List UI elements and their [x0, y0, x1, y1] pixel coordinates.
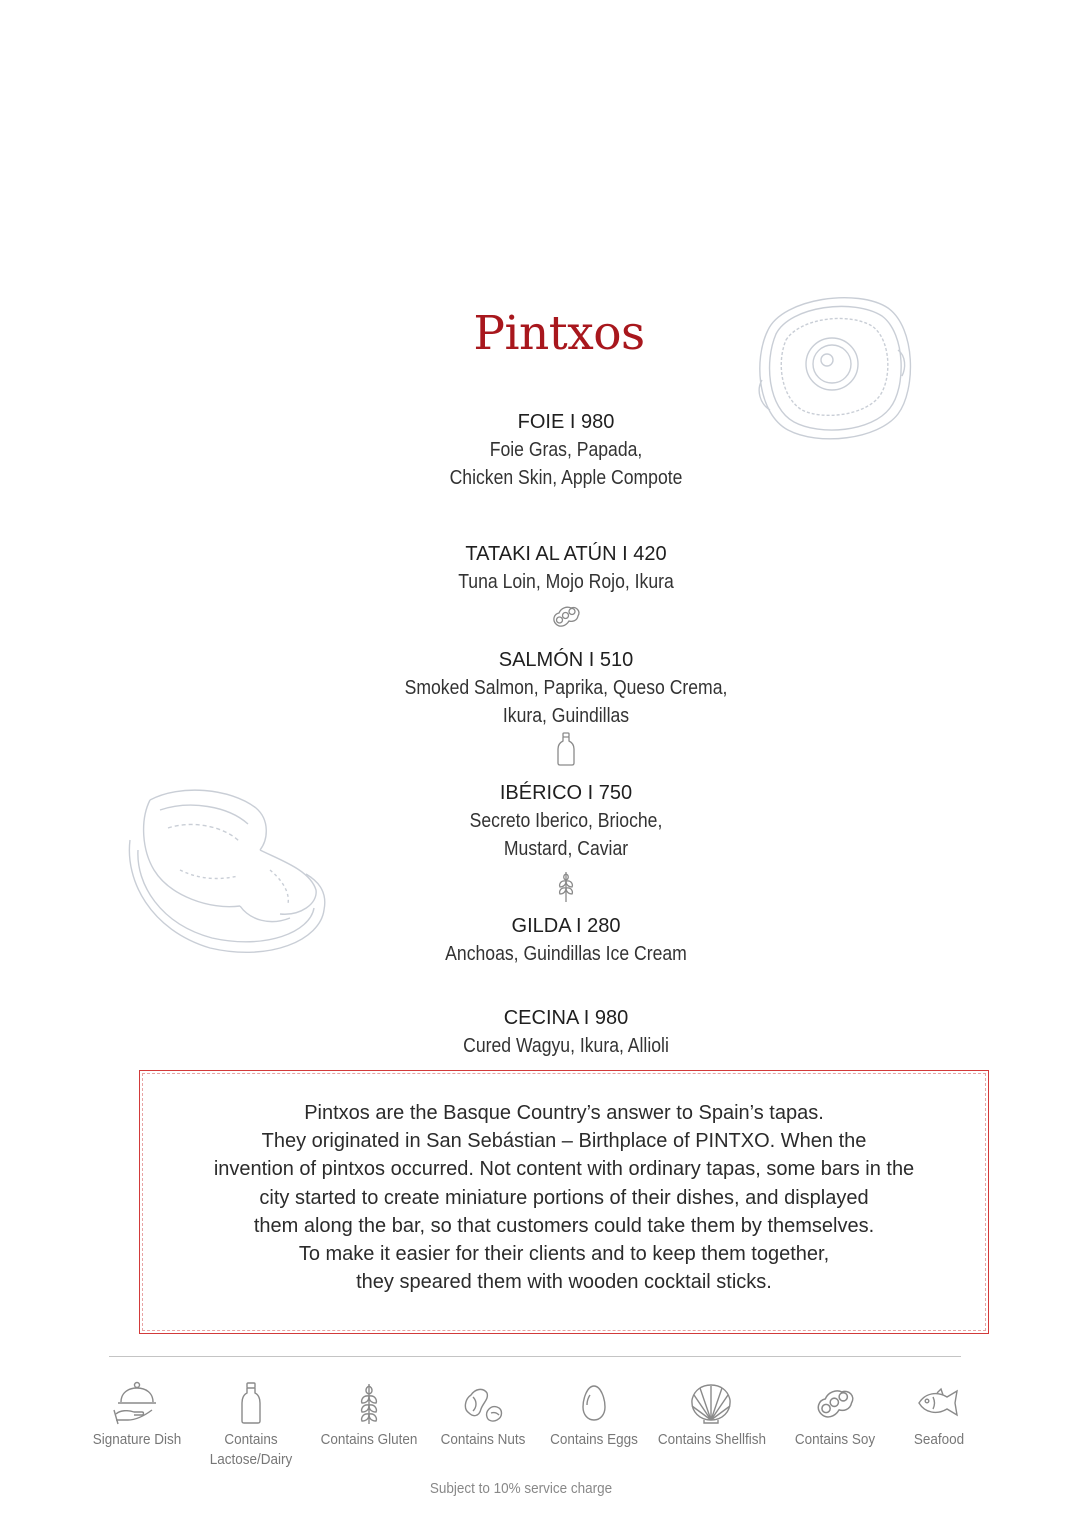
item-desc: Foie Gras, Papada,	[489, 439, 643, 461]
legend-lactose	[200, 1380, 302, 1470]
lactose-icon	[556, 731, 576, 767]
item-name: GILDA I 280	[511, 915, 621, 937]
legend-label: Contains Eggs	[550, 1431, 638, 1448]
legend-label: Contains Shellfish	[657, 1431, 766, 1448]
info-line: invention of pintxos occurred. Not content with ordinary tapas, some bars in the	[213, 1158, 915, 1181]
legend-shellfish	[652, 1380, 770, 1450]
info-line: they speared them with wooden cocktail sticks.	[356, 1271, 772, 1294]
legend-label: Contains Gluten	[320, 1431, 418, 1448]
legend-label: Lactose/Dairy	[209, 1451, 293, 1468]
gluten-icon	[555, 868, 577, 904]
menu-item-tataki	[0, 540, 1080, 596]
item-desc: Mustard, Caviar	[503, 838, 629, 860]
gluten-icon	[356, 1380, 382, 1426]
legend-label: Contains	[224, 1431, 278, 1448]
divider	[109, 1356, 961, 1357]
eggs-icon	[580, 1383, 608, 1423]
menu-item-foie	[0, 408, 1080, 492]
legend-label: Contains Nuts	[440, 1431, 526, 1448]
legend-nuts	[434, 1380, 532, 1450]
menu-item-iberico	[0, 779, 1080, 863]
lactose-icon	[239, 1381, 263, 1425]
item-desc: Tuna Loin, Mojo Rojo, Ikura	[458, 571, 674, 593]
info-line: To make it easier for their clients and to keep them together,	[298, 1243, 830, 1266]
item-desc: Cured Wagyu, Ikura, Allioli	[463, 1035, 669, 1057]
info-text	[140, 1099, 988, 1296]
seafood-icon	[915, 1385, 963, 1421]
legend-seafood	[894, 1380, 984, 1450]
menu-item-gilda	[0, 912, 1080, 968]
item-name: FOIE I 980	[517, 411, 615, 433]
legend-signature-dish	[86, 1380, 188, 1450]
legend-gluten	[314, 1380, 424, 1450]
item-name: SALMÓN I 510	[498, 649, 634, 671]
info-line: them along the bar, so that customers could take them by themselves.	[253, 1214, 875, 1237]
info-box	[139, 1070, 989, 1334]
soy-icon	[813, 1381, 857, 1425]
service-charge-note: Subject to 10% service charge	[429, 1480, 613, 1497]
legend-label: Seafood	[913, 1431, 965, 1448]
signature-dish-icon	[112, 1380, 162, 1426]
item-name: CECINA I 980	[503, 1007, 629, 1029]
item-desc: Chicken Skin, Apple Compote	[449, 467, 683, 489]
legend-label: Signature Dish	[92, 1431, 182, 1448]
shellfish-icon	[688, 1382, 734, 1424]
item-name: IBÉRICO I 750	[499, 782, 633, 804]
info-line: Pintxos are the Basque Country’s answer to Spain’s tapas.	[304, 1102, 824, 1124]
item-desc: Anchoas, Guindillas Ice Cream	[445, 943, 687, 965]
menu-item-salmon	[0, 646, 1080, 730]
info-line: city started to create miniature portions of their dishes, and displayed	[259, 1186, 869, 1209]
legend-soy	[786, 1380, 884, 1450]
nuts-icon	[461, 1383, 505, 1423]
info-line: They originated in San Sebástian – Birthplace of PINTXO. When the	[261, 1130, 867, 1153]
item-desc: Smoked Salmon, Paprika, Queso Crema,	[404, 677, 728, 699]
menu-item-cecina	[0, 1004, 1080, 1060]
item-name: TATAKI AL ATÚN I 420	[465, 543, 667, 565]
legend-eggs	[544, 1380, 644, 1450]
page-title: Pintxos	[473, 306, 645, 361]
item-desc: Secreto Iberico, Brioche,	[469, 810, 663, 832]
soy-icon	[550, 600, 582, 632]
item-desc: Ikura, Guindillas	[502, 705, 630, 727]
legend-label: Contains Soy	[794, 1431, 876, 1448]
